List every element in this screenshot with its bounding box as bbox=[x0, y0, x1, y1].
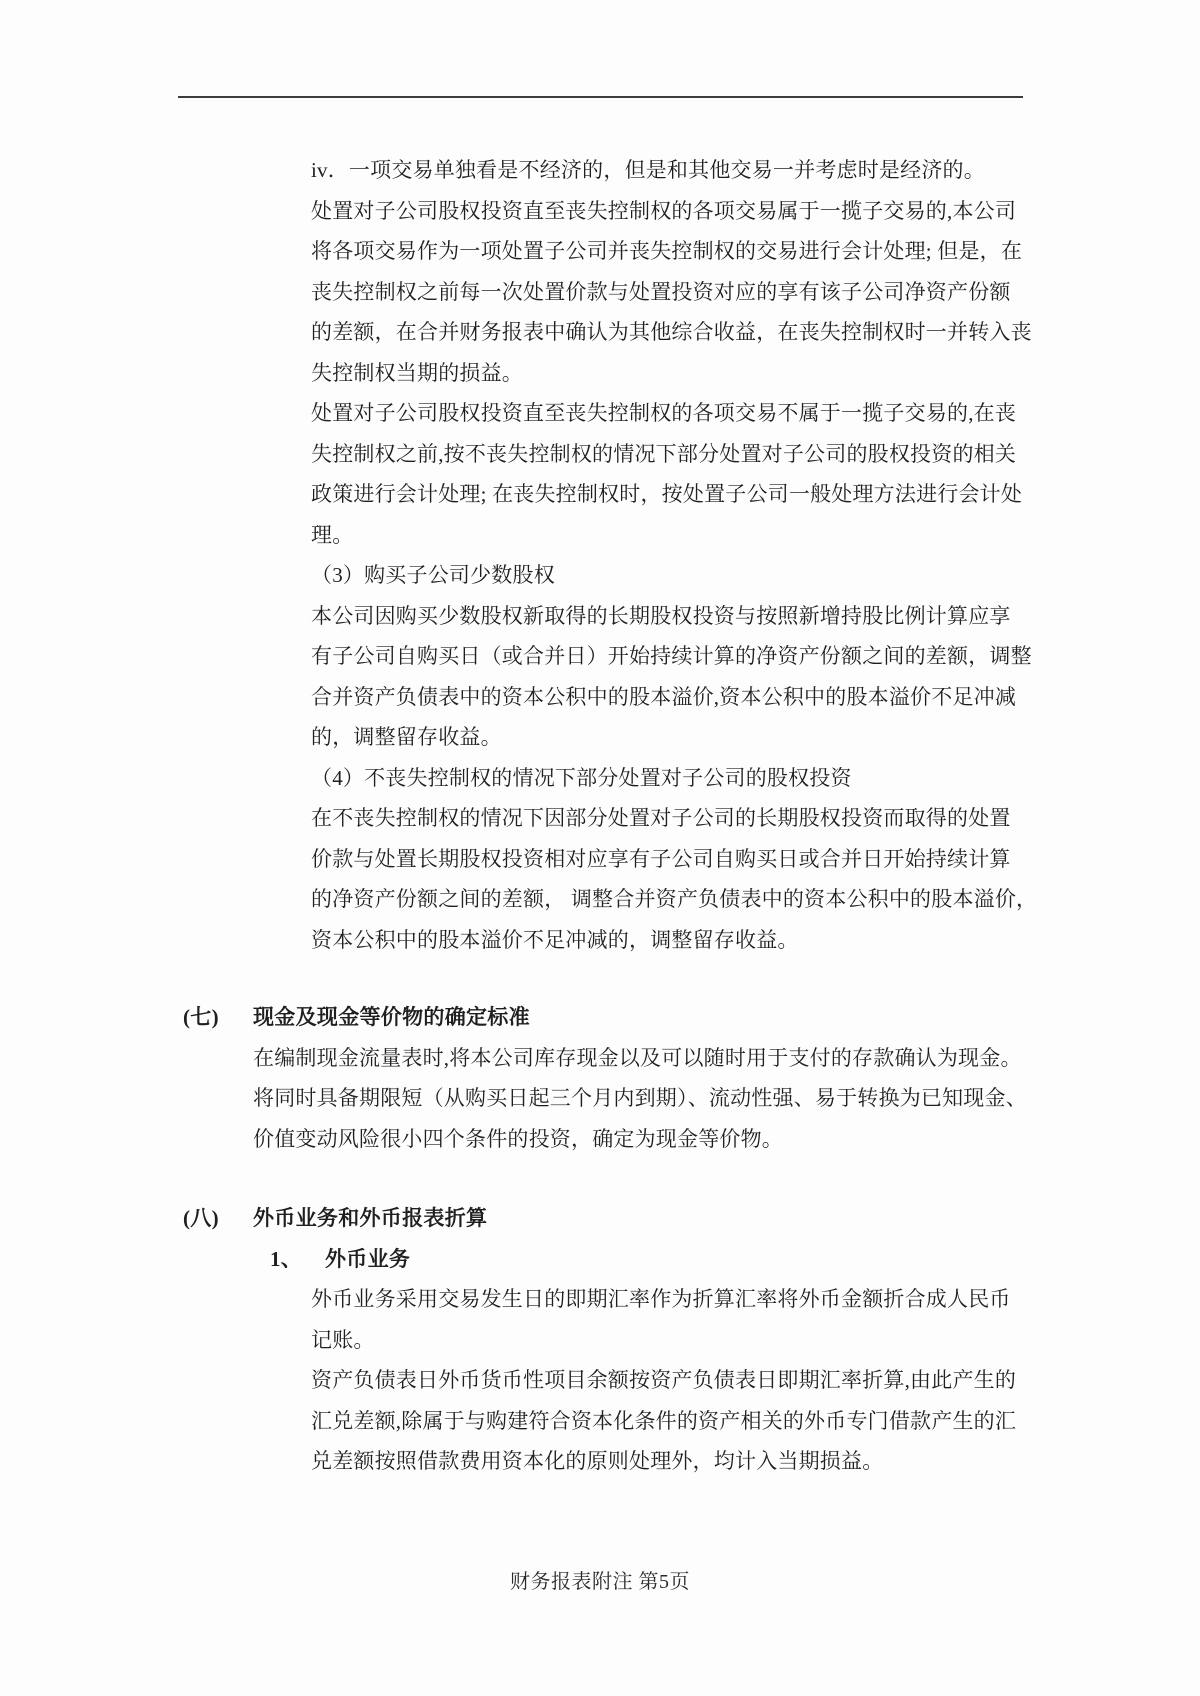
text-line: 记账。 bbox=[311, 1327, 375, 1352]
section-title: 外币业务和外币报表折算 bbox=[253, 1206, 488, 1230]
header-rule bbox=[178, 96, 1023, 98]
subsection-heading bbox=[270, 1239, 1035, 1280]
text-line: 将各项交易作为一项处置子公司并丧失控制权的交易进行会计处理; 但是，在 bbox=[311, 239, 1023, 263]
text-line: 兑差额按照借款费用资本化的原则处理外，均计入当期损益。 bbox=[311, 1449, 884, 1473]
text-line: 丧失控制权之前每一次处置价款与处置投资对应的享有该子公司净资产份额 bbox=[311, 279, 1011, 304]
consolidation-policy-block bbox=[311, 150, 1038, 960]
text-line: 的差额，在合并财务报表中确认为其他综合收益，在丧失控制权时一并转入丧 bbox=[311, 320, 1032, 344]
text-line: 外币业务采用交易发生日的即期汇率作为折算汇率将外币金额折合成人民币 bbox=[311, 1287, 1011, 1311]
text-line: iv．一项交易单独看是不经济的，但是和其他交易一并考虑时是经济的。 bbox=[311, 158, 985, 182]
text-line: 合并资产负债表中的资本公积中的股本溢价,资本公积中的股本溢价不足冲减 bbox=[311, 684, 1017, 709]
text-line: 的净资产份额之间的差额， 调整合并资产负债表中的资本公积中的股本溢价， bbox=[311, 887, 1038, 911]
text-line: 资产负债表日外币货币性项目余额按资产负债表日即期汇率折算,由此产生的 bbox=[311, 1368, 1017, 1392]
subsection-number: 1、 bbox=[270, 1246, 303, 1271]
section-number: (八) bbox=[183, 1206, 219, 1230]
text-line: 的，调整留存收益。 bbox=[311, 725, 502, 749]
text-line: 在不丧失控制权的情况下因部分处置对子公司的长期股权投资而取得的处置 bbox=[311, 806, 1011, 830]
text-line: 理。 bbox=[311, 522, 354, 547]
text-line: 失控制权当期的损益。 bbox=[311, 360, 523, 385]
section-cash-equivalents bbox=[183, 997, 1035, 1159]
subsection-title: 外币业务 bbox=[325, 1246, 411, 1271]
text-line: 有子公司自购买日（或合并日）开始持续计算的净资产份额之间的差额，调整 bbox=[311, 644, 1032, 668]
text-line: 价值变动风险很小四个条件的投资，确定为现金等价物。 bbox=[253, 1126, 783, 1151]
section-foreign-currency bbox=[183, 1198, 1035, 1482]
section-body bbox=[311, 1279, 1035, 1482]
section-heading bbox=[183, 1198, 1035, 1239]
text-line: 失控制权之前,按不丧失控制权的情况下部分处置对子公司的股权投资的相关 bbox=[311, 441, 1017, 466]
text-line: 处置对子公司股权投资直至丧失控制权的各项交易属于一揽子交易的,本公司 bbox=[311, 198, 1017, 223]
text-line: 处置对子公司股权投资直至丧失控制权的各项交易不属于一揽子交易的,在丧 bbox=[311, 401, 1017, 425]
text-line: 汇兑差额,除属于与购建符合资本化条件的资产相关的外币专门借款产生的汇 bbox=[311, 1408, 1017, 1433]
page-footer: 财务报表附注 第5页 bbox=[510, 1571, 690, 1593]
section-body bbox=[253, 1038, 1035, 1160]
section-number: (七) bbox=[183, 1005, 219, 1029]
text-line: 资本公积中的股本溢价不足冲减的，调整留存收益。 bbox=[311, 927, 799, 952]
text-line: （3）购买子公司少数股权 bbox=[311, 563, 555, 587]
section-heading bbox=[183, 997, 1035, 1038]
section-title: 现金及现金等价物的确定标准 bbox=[253, 1005, 530, 1029]
text-line: 在编制现金流量表时,将本公司库存现金以及可以随时用于支付的存款确认为现金。 bbox=[253, 1045, 1022, 1070]
text-line: 政策进行会计处理; 在丧失控制权时，按处置子公司一般处理方法进行会计处 bbox=[311, 482, 1023, 506]
text-line: （4）不丧失控制权的情况下部分处置对子公司的股权投资 bbox=[311, 765, 852, 790]
text-line: 将同时具备期限短（从购买日起三个月内到期）、流动性强、易于转换为已知现金、 bbox=[253, 1086, 1027, 1110]
text-line: 本公司因购买少数股权新取得的长期股权投资与按照新增持股比例计算应享 bbox=[311, 603, 1011, 628]
text-line: 价款与处置长期股权投资相对应享有子公司自购买日或合并日开始持续计算 bbox=[311, 846, 1011, 871]
